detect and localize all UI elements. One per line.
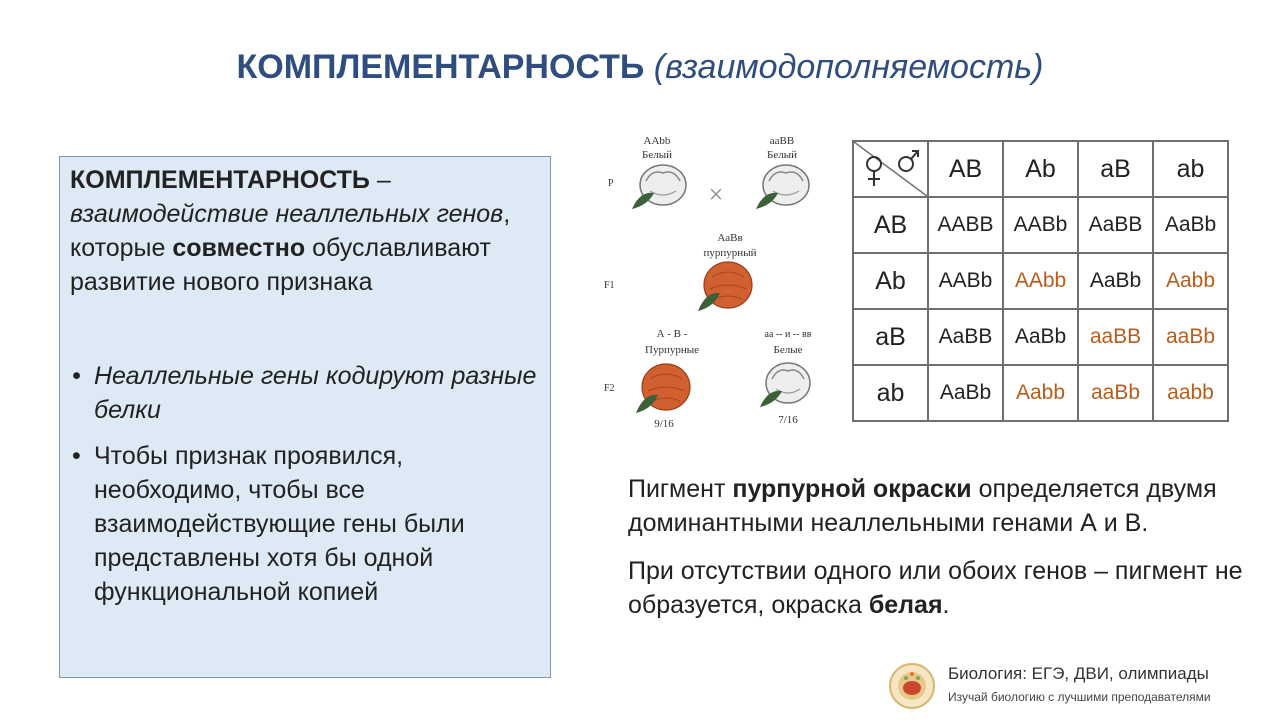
definition-text1: , которые — [70, 200, 511, 262]
genotype-cell: AABb — [928, 253, 1003, 309]
f2-right-ratio: 7/16 — [778, 414, 798, 426]
row-gamete-header: Ab — [853, 253, 928, 309]
white-flower-icon — [632, 165, 686, 209]
expl-p2-c: . — [942, 591, 950, 619]
genotype-cell: AaBb — [1153, 197, 1228, 253]
white-flower-icon — [760, 363, 810, 407]
definition-bullets — [70, 359, 540, 609]
definition-box — [59, 156, 551, 678]
expl-p2-a: При отсутствии одного или обоих генов – пигмент не образуется, окраска — [628, 557, 1243, 619]
footer-subtitle: Изучай биологию с лучшими преподавателями — [948, 690, 1211, 704]
generation-label-p: P — [608, 178, 614, 189]
f1-genotype: AaBв — [717, 232, 743, 244]
definition-text2: обуславливают развитие нового признака — [70, 234, 491, 296]
footer-branding — [888, 660, 1280, 716]
genotype-cell: AABb — [1003, 197, 1078, 253]
definition-dash: – — [369, 166, 391, 194]
expl-p2-bold: белая — [868, 591, 943, 619]
f2-left-ratio: 9/16 — [654, 418, 674, 430]
genotype-cell-white: Aabb — [1003, 365, 1078, 421]
title-subtitle: (взаимодополняемость) — [653, 48, 1044, 86]
bullet-item — [70, 359, 540, 427]
table-row — [853, 197, 1228, 253]
expl-p1-bold: пурпурной окраски — [732, 475, 972, 503]
cross-symbol: × — [708, 180, 724, 209]
f1-phenotype: пурпурный — [703, 247, 757, 259]
genotype-cell-white: Aabb — [1153, 253, 1228, 309]
parent1-genotype: AAbb — [643, 135, 671, 147]
genotype-cell: AaBb — [1078, 253, 1153, 309]
row-gamete-header: ab — [853, 365, 928, 421]
row-gamete-header: AB — [853, 197, 928, 253]
table-row — [853, 365, 1228, 421]
white-flower-icon — [756, 165, 809, 209]
row-gamete-header: aB — [853, 309, 928, 365]
bullet-text: Чтобы признак проявился, необходимо, чтобы все взаимодействующие гены были представлены хотя бы одной функциональной копией — [94, 442, 465, 606]
bullet-text: Неаллельные гены кодируют разные белки — [94, 362, 537, 424]
expl-p1-c: определяется двумя доминантными неаллельными генами А и В. — [628, 475, 1217, 537]
definition-bold-word: совместно — [172, 234, 306, 262]
f2-left-phenotype: Пурпурные — [645, 344, 699, 356]
generation-label-f1: F1 — [604, 280, 615, 291]
sex-symbols-icon — [854, 142, 927, 196]
slide-title — [0, 48, 1280, 87]
explanation-text — [628, 472, 1248, 636]
genotype-cell-white: AAbb — [1003, 253, 1078, 309]
f2-left-genotype: А - В - — [656, 328, 688, 340]
f2-right-genotype: аа -- и -- вв — [764, 329, 812, 340]
genotype-cell-white: aabb — [1153, 365, 1228, 421]
parent2-phenotype: Белый — [767, 149, 797, 161]
parent2-genotype: aaBB — [769, 135, 795, 147]
title-main: КОМПЛЕМЕНТАРНОСТЬ — [236, 48, 645, 86]
expl-p1-a: Пигмент — [628, 475, 733, 503]
column-gamete-header: aB — [1078, 141, 1153, 197]
genotype-cell: AABB — [928, 197, 1003, 253]
column-gamete-header: AB — [928, 141, 1003, 197]
bullet-item — [70, 439, 540, 609]
explanation-paragraph-1 — [628, 472, 1248, 540]
genotype-cell-white: aaBb — [1153, 309, 1228, 365]
purple-flower-icon — [636, 364, 690, 413]
table-row — [853, 253, 1228, 309]
footer-title: Биология: ЕГЭ, ДВИ, олимпиады — [948, 664, 1209, 683]
table-row — [853, 309, 1228, 365]
genotype-cell-white: aaBb — [1078, 365, 1153, 421]
bullet-dot: • — [72, 362, 81, 390]
definition-paragraph — [70, 163, 540, 299]
definition-term: КОМПЛЕМЕНТАРНОСТЬ — [70, 166, 370, 194]
cross-diagram — [600, 125, 832, 435]
generation-label-f2: F2 — [604, 383, 615, 394]
punnett-square — [852, 140, 1229, 422]
genotype-cell: AaBb — [1003, 309, 1078, 365]
genotype-cell: AaBb — [928, 365, 1003, 421]
bullet-dot: • — [72, 442, 81, 470]
purple-flower-icon — [698, 262, 752, 311]
parent1-phenotype: Белый — [642, 149, 672, 161]
column-gamete-header: ab — [1153, 141, 1228, 197]
f2-right-phenotype: Белые — [773, 344, 803, 356]
gamete-corner — [853, 141, 928, 197]
genotype-cell-white: aaBB — [1078, 309, 1153, 365]
definition-italic: взаимодействие неаллельных генов — [70, 200, 504, 228]
logo-icon — [888, 662, 936, 710]
explanation-paragraph-2 — [628, 554, 1248, 622]
column-gamete-header: Ab — [1003, 141, 1078, 197]
genotype-cell: AaBB — [928, 309, 1003, 365]
genotype-cell: AaBB — [1078, 197, 1153, 253]
